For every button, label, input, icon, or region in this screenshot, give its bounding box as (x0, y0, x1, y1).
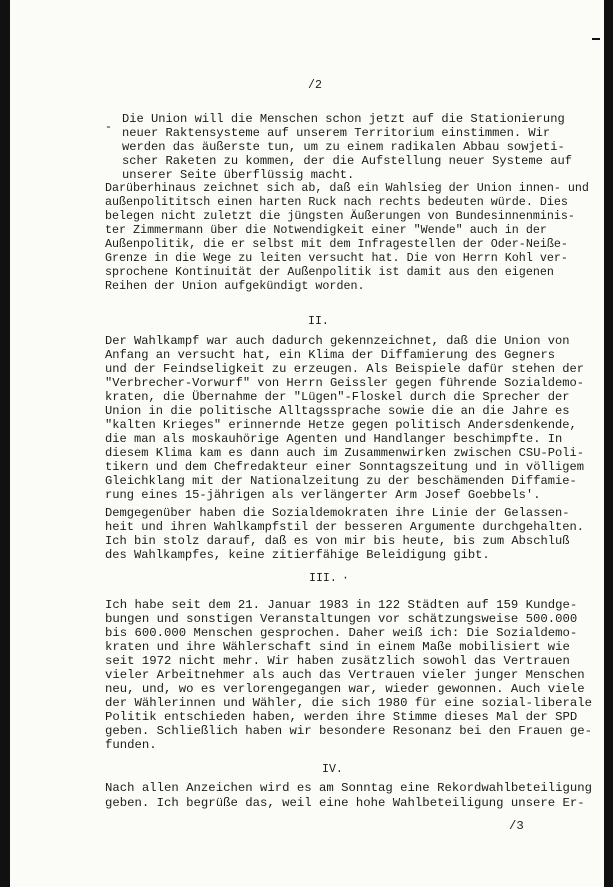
text-line: funden. (105, 738, 157, 752)
section-heading-4: IV. (322, 763, 343, 776)
text-line: kraten, die Übernahme der "Lügen"-Floskel durch die Sprecher der (105, 390, 570, 404)
text-line: neu, und, wo es verlorengegangen war, wieder gewonnen. Auch viele (105, 682, 585, 696)
text-line: kraten und ihre Wählerschaft sind in einem Maße mobilisiert wie (105, 640, 570, 654)
text-line: "kalten Krieges" erinnernde Hetze gegen politisch Andersdenkende, (105, 418, 577, 432)
text-line: Demgegenüber haben die Sozialdemokraten ihre Linie der Gelassen- (105, 506, 570, 520)
text-line: diesem Klima kam es dann auch im Zusammenwirken zwischen CSU-Poli- (105, 446, 584, 460)
text-line: außenpolititsch einen harten Ruck nach rechts bedeuten würde. Dies (105, 195, 568, 209)
text-line: Außenpolitik, die er selbst mit dem Infragestellen der Oder-Neiße- (105, 237, 568, 251)
text-line: Ich habe seit dem 21. Januar 1983 in 122 Städten auf 159 Kundge- (105, 598, 578, 612)
text-line: sprochene Kontinuität der Außenpolitik ist damit aus den eigenen (105, 265, 554, 279)
text-line: des Wahlkampfes, keine zitierfähige Beleidigung gibt. (105, 548, 490, 562)
text-line: ter Zimmermann über die Notwendigkeit einer "Wende" auch in der (105, 223, 547, 237)
text-line: neuer Raktensysteme auf unserem Territorium einstimmen. Wir (122, 126, 551, 140)
text-line: Politik entschieden haben, werden ihre Stimme dieses Mal der SPD (105, 710, 578, 724)
text-line: Nach allen Anzeichen wird es am Sonntag eine Rekordwahlbeteiligung (105, 781, 593, 795)
text-line: Ich bin stolz darauf, daß es von mir bis heute, bis zum Abschluß (105, 534, 570, 548)
text-line: belegen nicht zuletzt die jüngsten Äußerungen von Bundesinnenminis- (105, 209, 575, 223)
section-heading-2: II. (308, 315, 329, 328)
text-line: bis 600.000 Menschen gesprochen. Daher weiß ich: Die Sozialdemo- (105, 626, 578, 640)
text-line: rung eines 15-jährigen als verlängerter Arm Josef Goebbels'. (105, 488, 541, 502)
scan-speck: · (342, 572, 349, 585)
text-line: "Verbrecher-Vorwurf" von Herrn Geissler gegen führende Sozialdemo- (105, 376, 584, 390)
text-line: Der Wahlkampf war auch dadurch gekennzeichnet, daß die Union von (105, 334, 570, 348)
text-line: werden das äußerste tun, um zu einem radikalen Abbau sowjeti- (122, 140, 565, 154)
text-line: bungen und sonstigen Veranstaltungen vor schätzungsweise 500.000 (105, 612, 578, 626)
page-number-bottom: /3 (509, 819, 524, 833)
text-line: Anfang an versucht hat, ein Klima der Diffamierung des Gegners (105, 348, 555, 362)
text-line: seit 1972 nicht mehr. Wir haben zusätzlich sowohl das Vertrauen (105, 654, 570, 668)
text-line: die man als moskauhörige Agenten und Handlanger beschimpfte. In (105, 432, 563, 446)
text-line: Gleichklang mit der Nationalzeitung zu der beschämenden Diffamie- (105, 474, 577, 488)
text-line: vieler Arbeitnehmer als auch das Vertrauen vieler junger Menschen (105, 668, 585, 682)
text-line: unserer Seite überflüssig macht. (122, 168, 355, 182)
text-line: Grenze in die Wege zu leiten versucht hat. Die von Herrn Kohl ver- (105, 251, 568, 265)
text-line: tikern und dem Chefredakteur einer Sonntagszeitung und in völligem (105, 460, 584, 474)
page-number-top: /2 (308, 79, 322, 92)
text-line: Darüberhinaus zeichnet sich ab, daß ein Wahlsieg der Union innen- und (105, 181, 589, 195)
text-line: geben. Ich begrüße das, weil eine hohe Wahlbeteiligung unsere Er- (105, 796, 585, 810)
text-line: Union in die politische Alltagssprache sowie die an die Jahre es (105, 404, 570, 418)
text-line: heit und ihren Wahlkampfstil der besseren Argumente durchgehalten. (105, 520, 584, 534)
scan-edge-mark (592, 38, 600, 40)
text-line: Die Union will die Menschen schon jetzt auf die Stationierung (122, 112, 565, 126)
text-line: Reihen der Union aufgekündigt worden. (105, 279, 365, 293)
text-line: geben. Schließlich haben wir besondere Resonanz bei den Frauen ge- (105, 724, 593, 738)
text-line: und der Feindseligkeit zu erzeugen. Als Beispiele dafür stehen der (105, 362, 584, 376)
section-heading-3: III. (309, 572, 337, 585)
bullet-marker: - (105, 121, 112, 134)
text-line: scher Raketen zu kommen, der die Aufstellung neuer Systeme auf (122, 154, 572, 168)
text-line: der Wählerinnen und Wähler, die sich 1980 für eine sozial-liberale (105, 696, 593, 710)
